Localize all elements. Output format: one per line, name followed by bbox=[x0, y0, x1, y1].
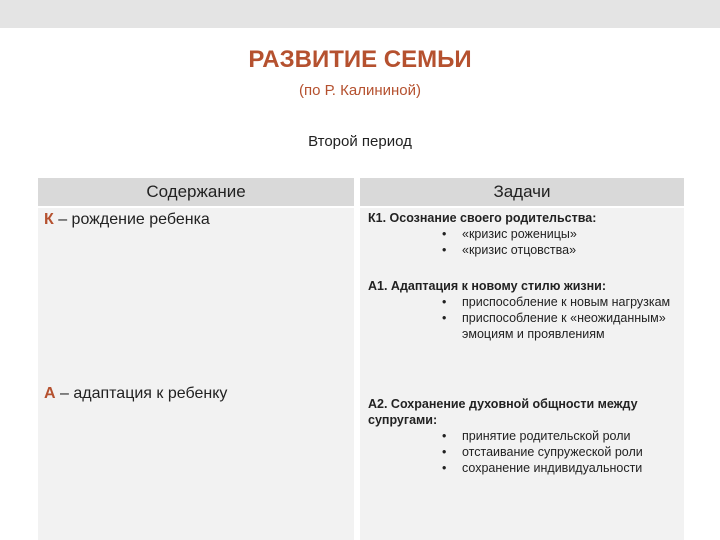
header-content bbox=[38, 178, 354, 206]
header-tasks-label: Задачи bbox=[493, 182, 551, 201]
task-item: • «кризис отцовства» bbox=[368, 242, 678, 258]
family-development-table bbox=[38, 178, 684, 540]
content-letter: К bbox=[44, 211, 54, 228]
task-item: • принятие родительской роли bbox=[368, 428, 678, 444]
slide-subtitle: (по Р. Калининой) bbox=[298, 82, 421, 99]
content-text: – адаптация к ребенку bbox=[55, 385, 228, 402]
task-item: • «кризис роженицы» bbox=[368, 226, 678, 242]
task-block bbox=[368, 396, 678, 476]
task-item: • отстаивание супружеской роли bbox=[368, 444, 678, 460]
slide-title: РАЗВИТИЕ СЕМЬИ bbox=[248, 46, 472, 73]
task-title: А2. Сохранение духовной общности между супругами: bbox=[368, 397, 638, 427]
period-label: Второй период bbox=[308, 133, 412, 150]
content-item bbox=[44, 385, 227, 403]
header-tasks bbox=[360, 178, 684, 206]
content-text: – рождение ребенка bbox=[53, 211, 210, 228]
task-block bbox=[368, 210, 678, 258]
tasks-column bbox=[360, 208, 684, 540]
content-item bbox=[44, 211, 210, 229]
task-item: • приспособление к «неожиданным» эмоциям и проявлениям bbox=[368, 310, 678, 342]
top-bar bbox=[0, 0, 720, 28]
task-title: К1. Осознание своего родительства: bbox=[368, 211, 597, 225]
header-content-label: Содержание bbox=[146, 182, 246, 201]
task-item: • приспособление к новым нагрузкам bbox=[368, 294, 678, 310]
content-letter: А bbox=[44, 385, 56, 402]
task-title: А1. Адаптация к новому стилю жизни: bbox=[368, 279, 607, 293]
task-item: • сохранение индивидуальности bbox=[368, 460, 678, 476]
task-block bbox=[368, 278, 678, 342]
content-column bbox=[38, 208, 354, 540]
